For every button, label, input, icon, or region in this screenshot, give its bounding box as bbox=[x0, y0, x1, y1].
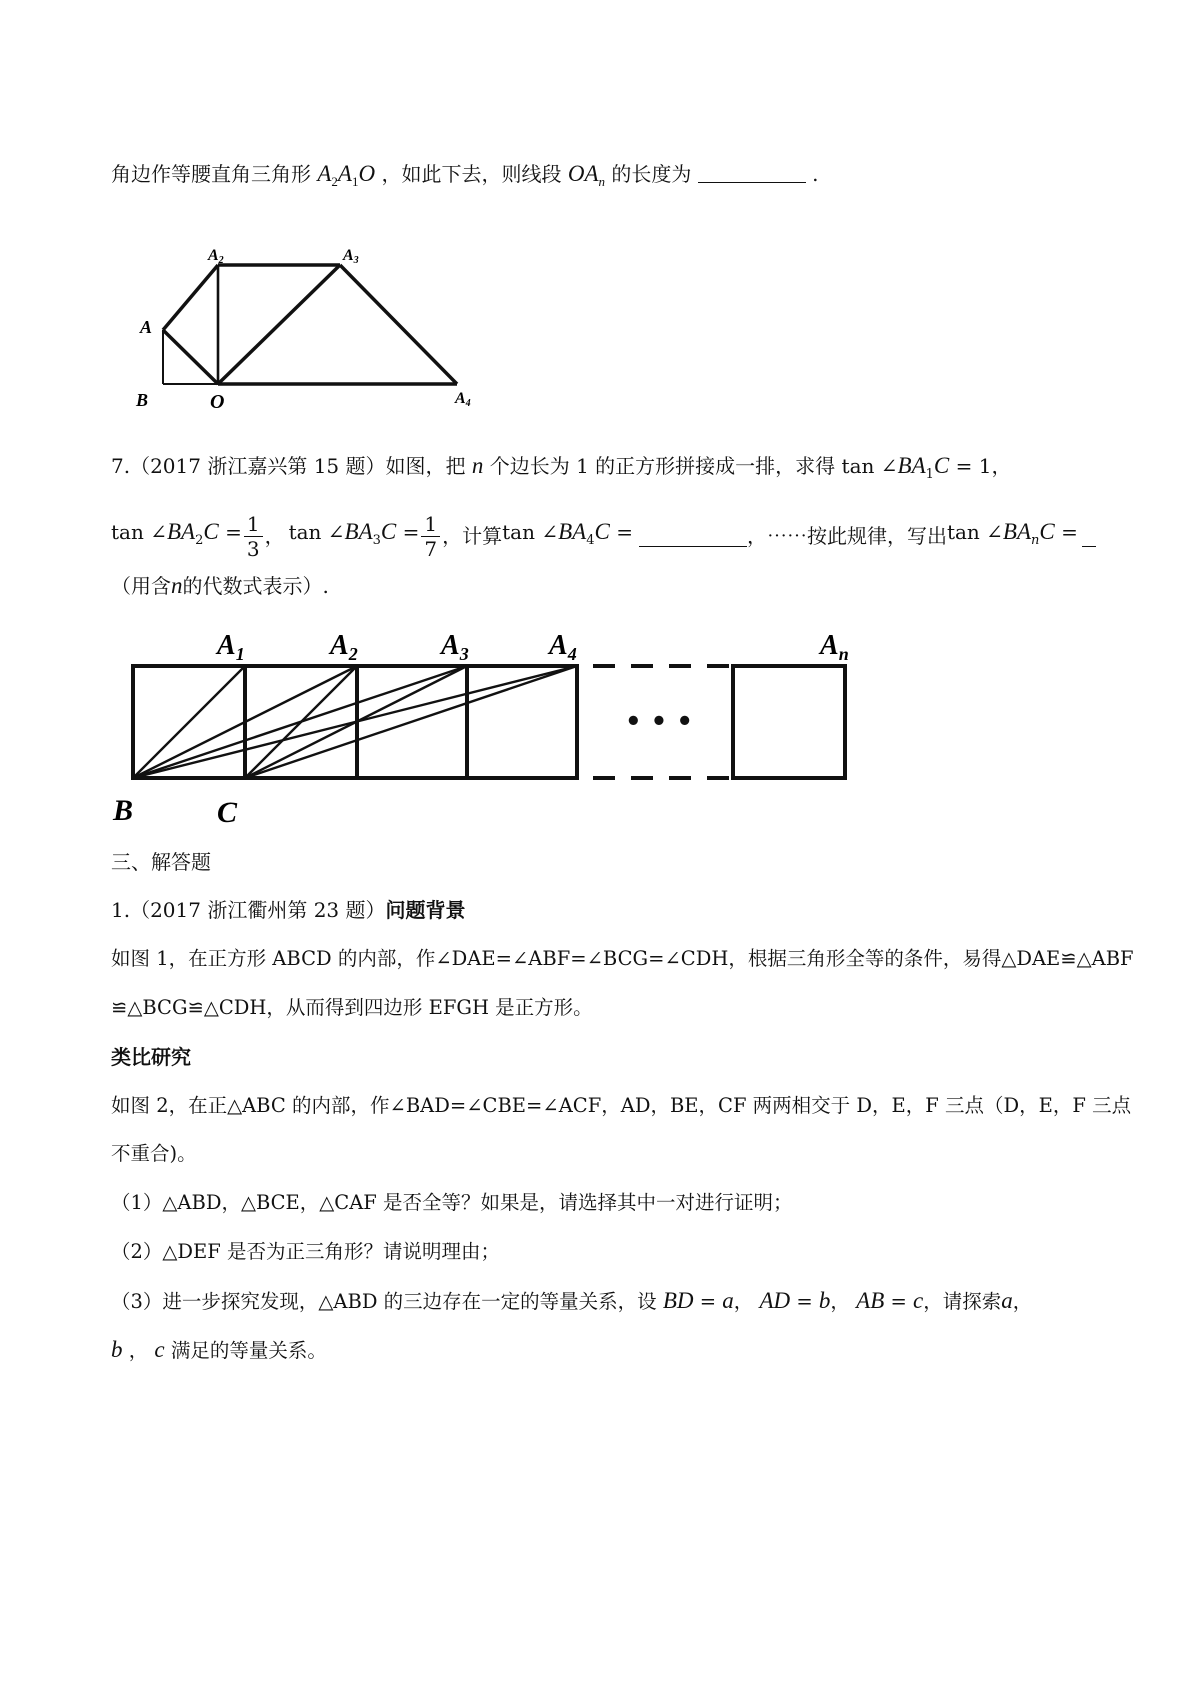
q1-heading: 1.（2017 浙江衢州第 23 题）问题背景 bbox=[111, 898, 466, 922]
section-title: 三、解答题 bbox=[111, 850, 211, 874]
fraction-one-third: $\frac{1}{3}$ bbox=[244, 512, 263, 561]
q1-para-3: 如图 2，在正△ABC 的内部，作∠BAD=∠CBE=∠ACF，AD，BE，CF 两两相交于 D，E，F 三点（D，E，F 三点 bbox=[111, 1094, 1132, 1117]
q7-line-1: 7.（2017 浙江嘉兴第 15 题）如图，把 n 个边长为 1 的正方形拼接成一排，求得 $\tan \angle BA_1C = 1$， bbox=[111, 453, 1012, 482]
label-An: $A_n$ bbox=[820, 630, 849, 664]
line-B-A1 bbox=[133, 666, 245, 778]
q1-para-4: 不重合)。 bbox=[111, 1142, 197, 1165]
label-A3: $A_3$ bbox=[441, 630, 469, 664]
segment-AO bbox=[163, 330, 218, 384]
q6-text-c: 的长度为 bbox=[611, 162, 692, 186]
label-A: A bbox=[140, 317, 153, 337]
q6-text-b: ，如此下去，则线段 bbox=[381, 162, 562, 186]
label-A1: $A_1$ bbox=[217, 630, 245, 664]
var-n: n bbox=[471, 453, 484, 478]
fraction-one-seventh: $\frac{1}{7}$ bbox=[421, 512, 440, 561]
label-B: B bbox=[136, 390, 149, 410]
tan-BA2C: $\tan \angle BA_2C$ = bbox=[111, 518, 242, 548]
q7-line-3: （用含n的代数式表示）. bbox=[111, 573, 329, 598]
q6-text-a: 角边作等腰直角三角形 bbox=[111, 162, 311, 186]
ellipsis-dots: • • • bbox=[625, 707, 693, 737]
q1-item-3: （3）进一步探究发现，△ABD 的三边存在一定的等量关系，设 BD = a， AD = b， AB = c，请探索a， bbox=[111, 1288, 1033, 1313]
tan-BAnC: $\tan \angle BA_nC$ = bbox=[946, 518, 1078, 548]
q6-continuation: 角边作等腰直角三角形 $A_2A_1O$ ，如此下去，则线段 $OA_n$ 的长度为 . bbox=[111, 161, 819, 189]
answer-blank-q6[interactable] bbox=[698, 162, 806, 183]
label-B: B bbox=[113, 794, 134, 827]
answer-blank-q7-b[interactable] bbox=[1082, 526, 1096, 547]
q7-line-2: $\tan \angle BA_2C$ = $\frac{1}{3}$ ， $\tan \angle BA_3C$ = $\frac{1}{7}$ ，计算 $\tan \angle BA_4C$ = ，⋯⋯按此规律，写出 $\tan \angle BA_nC$ = bbox=[111, 510, 1096, 562]
q1-para-2: ≌△BCG≌△CDH，从而得到四边形 EFGH 是正方形。 bbox=[111, 996, 593, 1019]
label-A4: $A_4$ bbox=[549, 630, 577, 664]
label-A2: A2 bbox=[208, 247, 224, 266]
label-O: O bbox=[210, 391, 225, 413]
answer-blank-q7-a[interactable] bbox=[639, 526, 747, 547]
figure-isosceles-right-triangles bbox=[130, 240, 490, 413]
tan-BA3C: $\tan \angle BA_3C$ = bbox=[288, 518, 420, 548]
tan-BA1C: $\tan \angle BA_1C = 1$ bbox=[841, 453, 992, 482]
segment-AA2 bbox=[163, 265, 218, 330]
label-A3: A3 bbox=[343, 247, 359, 266]
segment-A3O bbox=[218, 265, 340, 384]
figure-row-of-squares bbox=[115, 630, 915, 830]
square-n bbox=[733, 666, 845, 778]
label-A4: A4 bbox=[455, 390, 471, 409]
line-C-A4 bbox=[245, 666, 577, 778]
analogy-title: 类比研究 bbox=[111, 1045, 191, 1069]
label-A2: $A_2$ bbox=[330, 630, 358, 664]
triangle-name: $A_2A_1O$ bbox=[317, 161, 376, 189]
q1-para-1: 如图 1，在正方形 ABCD 的内部，作∠DAE=∠ABF=∠BCG=∠CDH，根据三角形全等的条件，易得△DAE≌△ABF bbox=[111, 947, 1134, 970]
segment-A3A4 bbox=[340, 265, 457, 384]
label-C: C bbox=[217, 796, 238, 829]
q1-item-1: （1）△ABD，△BCE，△CAF 是否全等？如果是，请选择其中一对进行证明； bbox=[111, 1191, 793, 1214]
q1-item-3-cont: b ， c 满足的等量关系。 bbox=[111, 1337, 327, 1362]
segment-oan: $OA_n$ bbox=[567, 161, 605, 189]
tan-BA4C: $\tan \angle BA_4C$ = bbox=[502, 518, 633, 548]
q1-item-2: （2）△DEF 是否为正三角形？请说明理由； bbox=[111, 1240, 501, 1263]
line-C-A2 bbox=[245, 666, 357, 778]
